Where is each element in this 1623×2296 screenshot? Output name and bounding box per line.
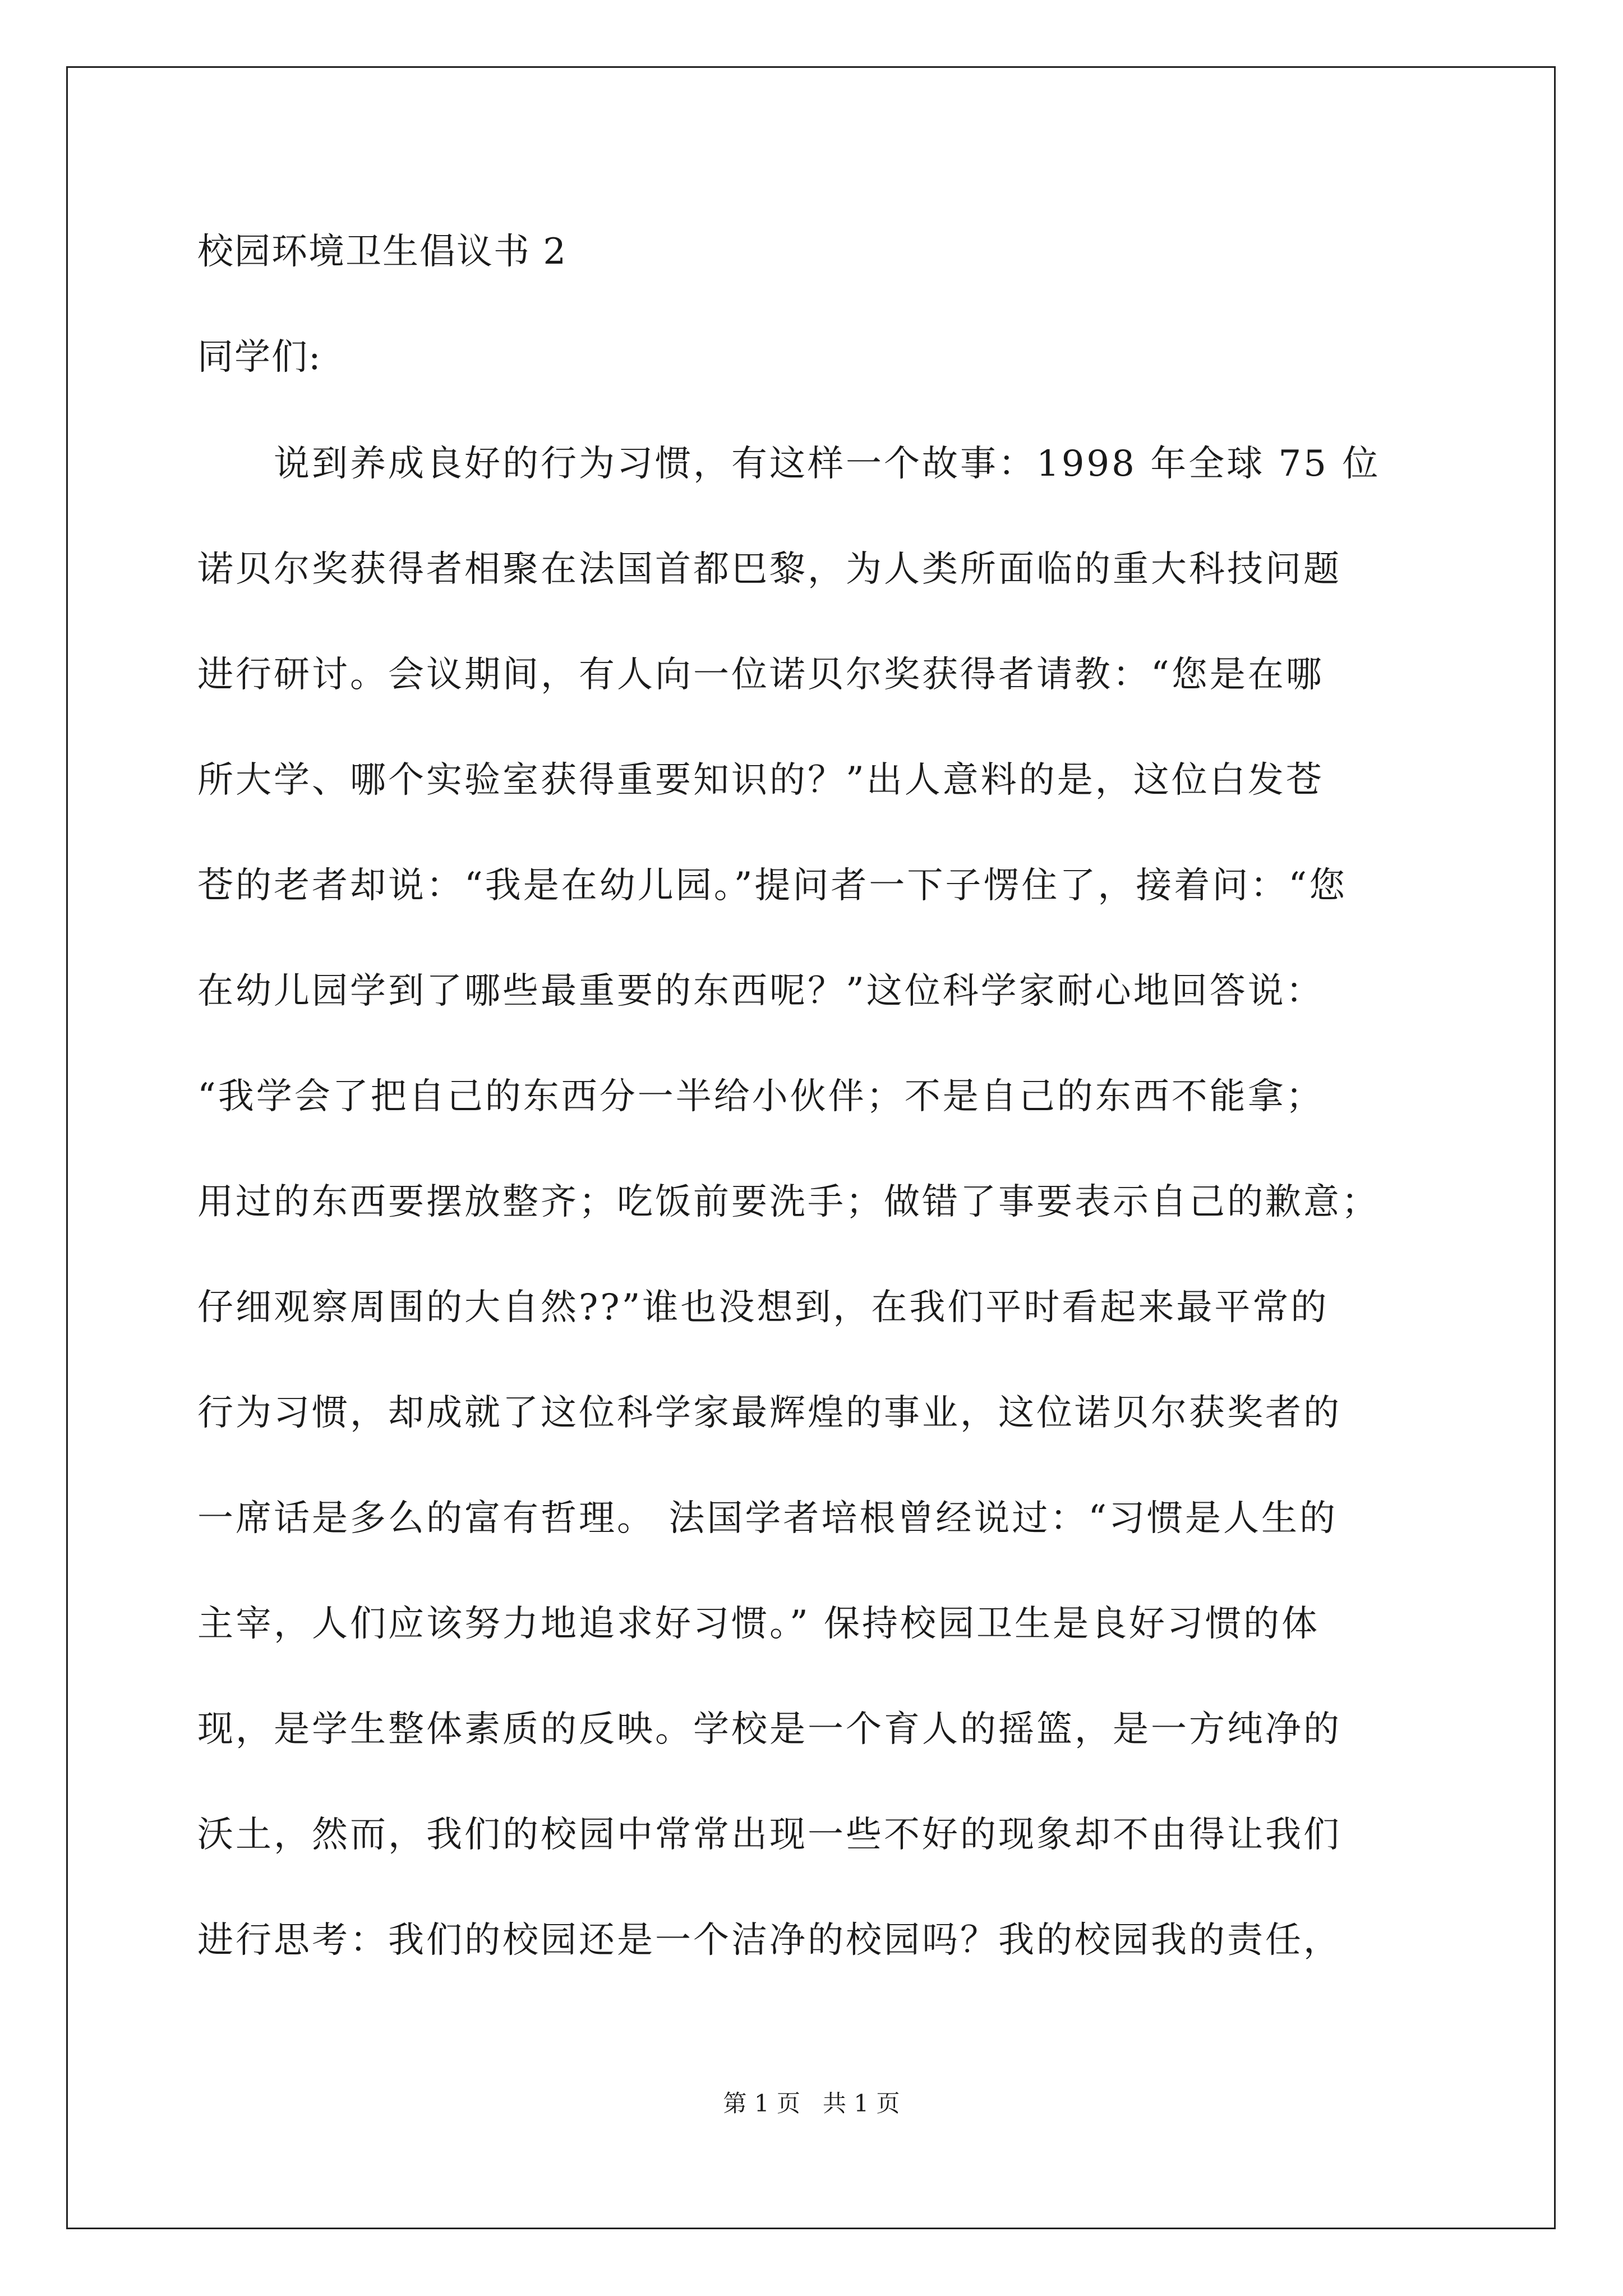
body-line: 诺贝尔奖获得者相聚在法国首都巴黎，为人类所面临的重大科技问题 xyxy=(197,549,1341,590)
body-line: 说到养成良好的行为习惯，有这样一个故事：1998 年全球 75 位 xyxy=(274,443,1381,485)
document-body xyxy=(197,439,1459,2021)
page-number-footer: 第 1 页 共 1 页 xyxy=(723,2090,900,2117)
document-title: 校园环境卫生倡议书 2 xyxy=(197,231,568,273)
body-line: 主宰，人们应该努力地追求好习惯。” 保持校园卫生是良好习惯的体 xyxy=(197,1603,1320,1645)
body-line: 现，是学生整体素质的反映。学校是一个育人的摇篮，是一方纯净的 xyxy=(197,1709,1341,1750)
body-line: 行为习惯，却成就了这位科学家最辉煌的事业，这位诺贝尔获奖者的 xyxy=(197,1392,1341,1434)
body-line: 沃土，然而，我们的校园中常常出现一些不好的现象却不由得让我们 xyxy=(197,1814,1341,1856)
greeting: 同学们: xyxy=(197,337,322,378)
body-line: 一席话是多么的富有哲理。 法国学者培根曾经说过：“习惯是人生的 xyxy=(197,1498,1338,1539)
body-line: 进行研讨。会议期间，有人向一位诺贝尔奖获得者请教：“您是在哪 xyxy=(197,654,1324,696)
body-line: 苍的老者却说：“我是在幼儿园。”提问者一下子愣住了，接着问：“您 xyxy=(197,865,1348,907)
body-line: 所大学、哪个实验室获得重要知识的？”出人意料的是，这位白发苍 xyxy=(197,760,1324,801)
body-line: 仔细观察周围的大自然??”谁也没想到，在我们平时看起来最平常的 xyxy=(197,1287,1329,1328)
body-line: 用过的东西要摆放整齐；吃饭前要洗手；做错了事要表示自己的歉意； xyxy=(197,1181,1380,1223)
body-line: 在幼儿园学到了哪些最重要的东西呢？”这位科学家耐心地回答说： xyxy=(197,970,1324,1012)
body-line: “我学会了把自己的东西分一半给小伙伴；不是自己的东西不能拿； xyxy=(197,1076,1324,1117)
body-line: 进行思考：我们的校园还是一个洁净的校园吗？我的校园我的责任， xyxy=(197,1920,1341,1961)
